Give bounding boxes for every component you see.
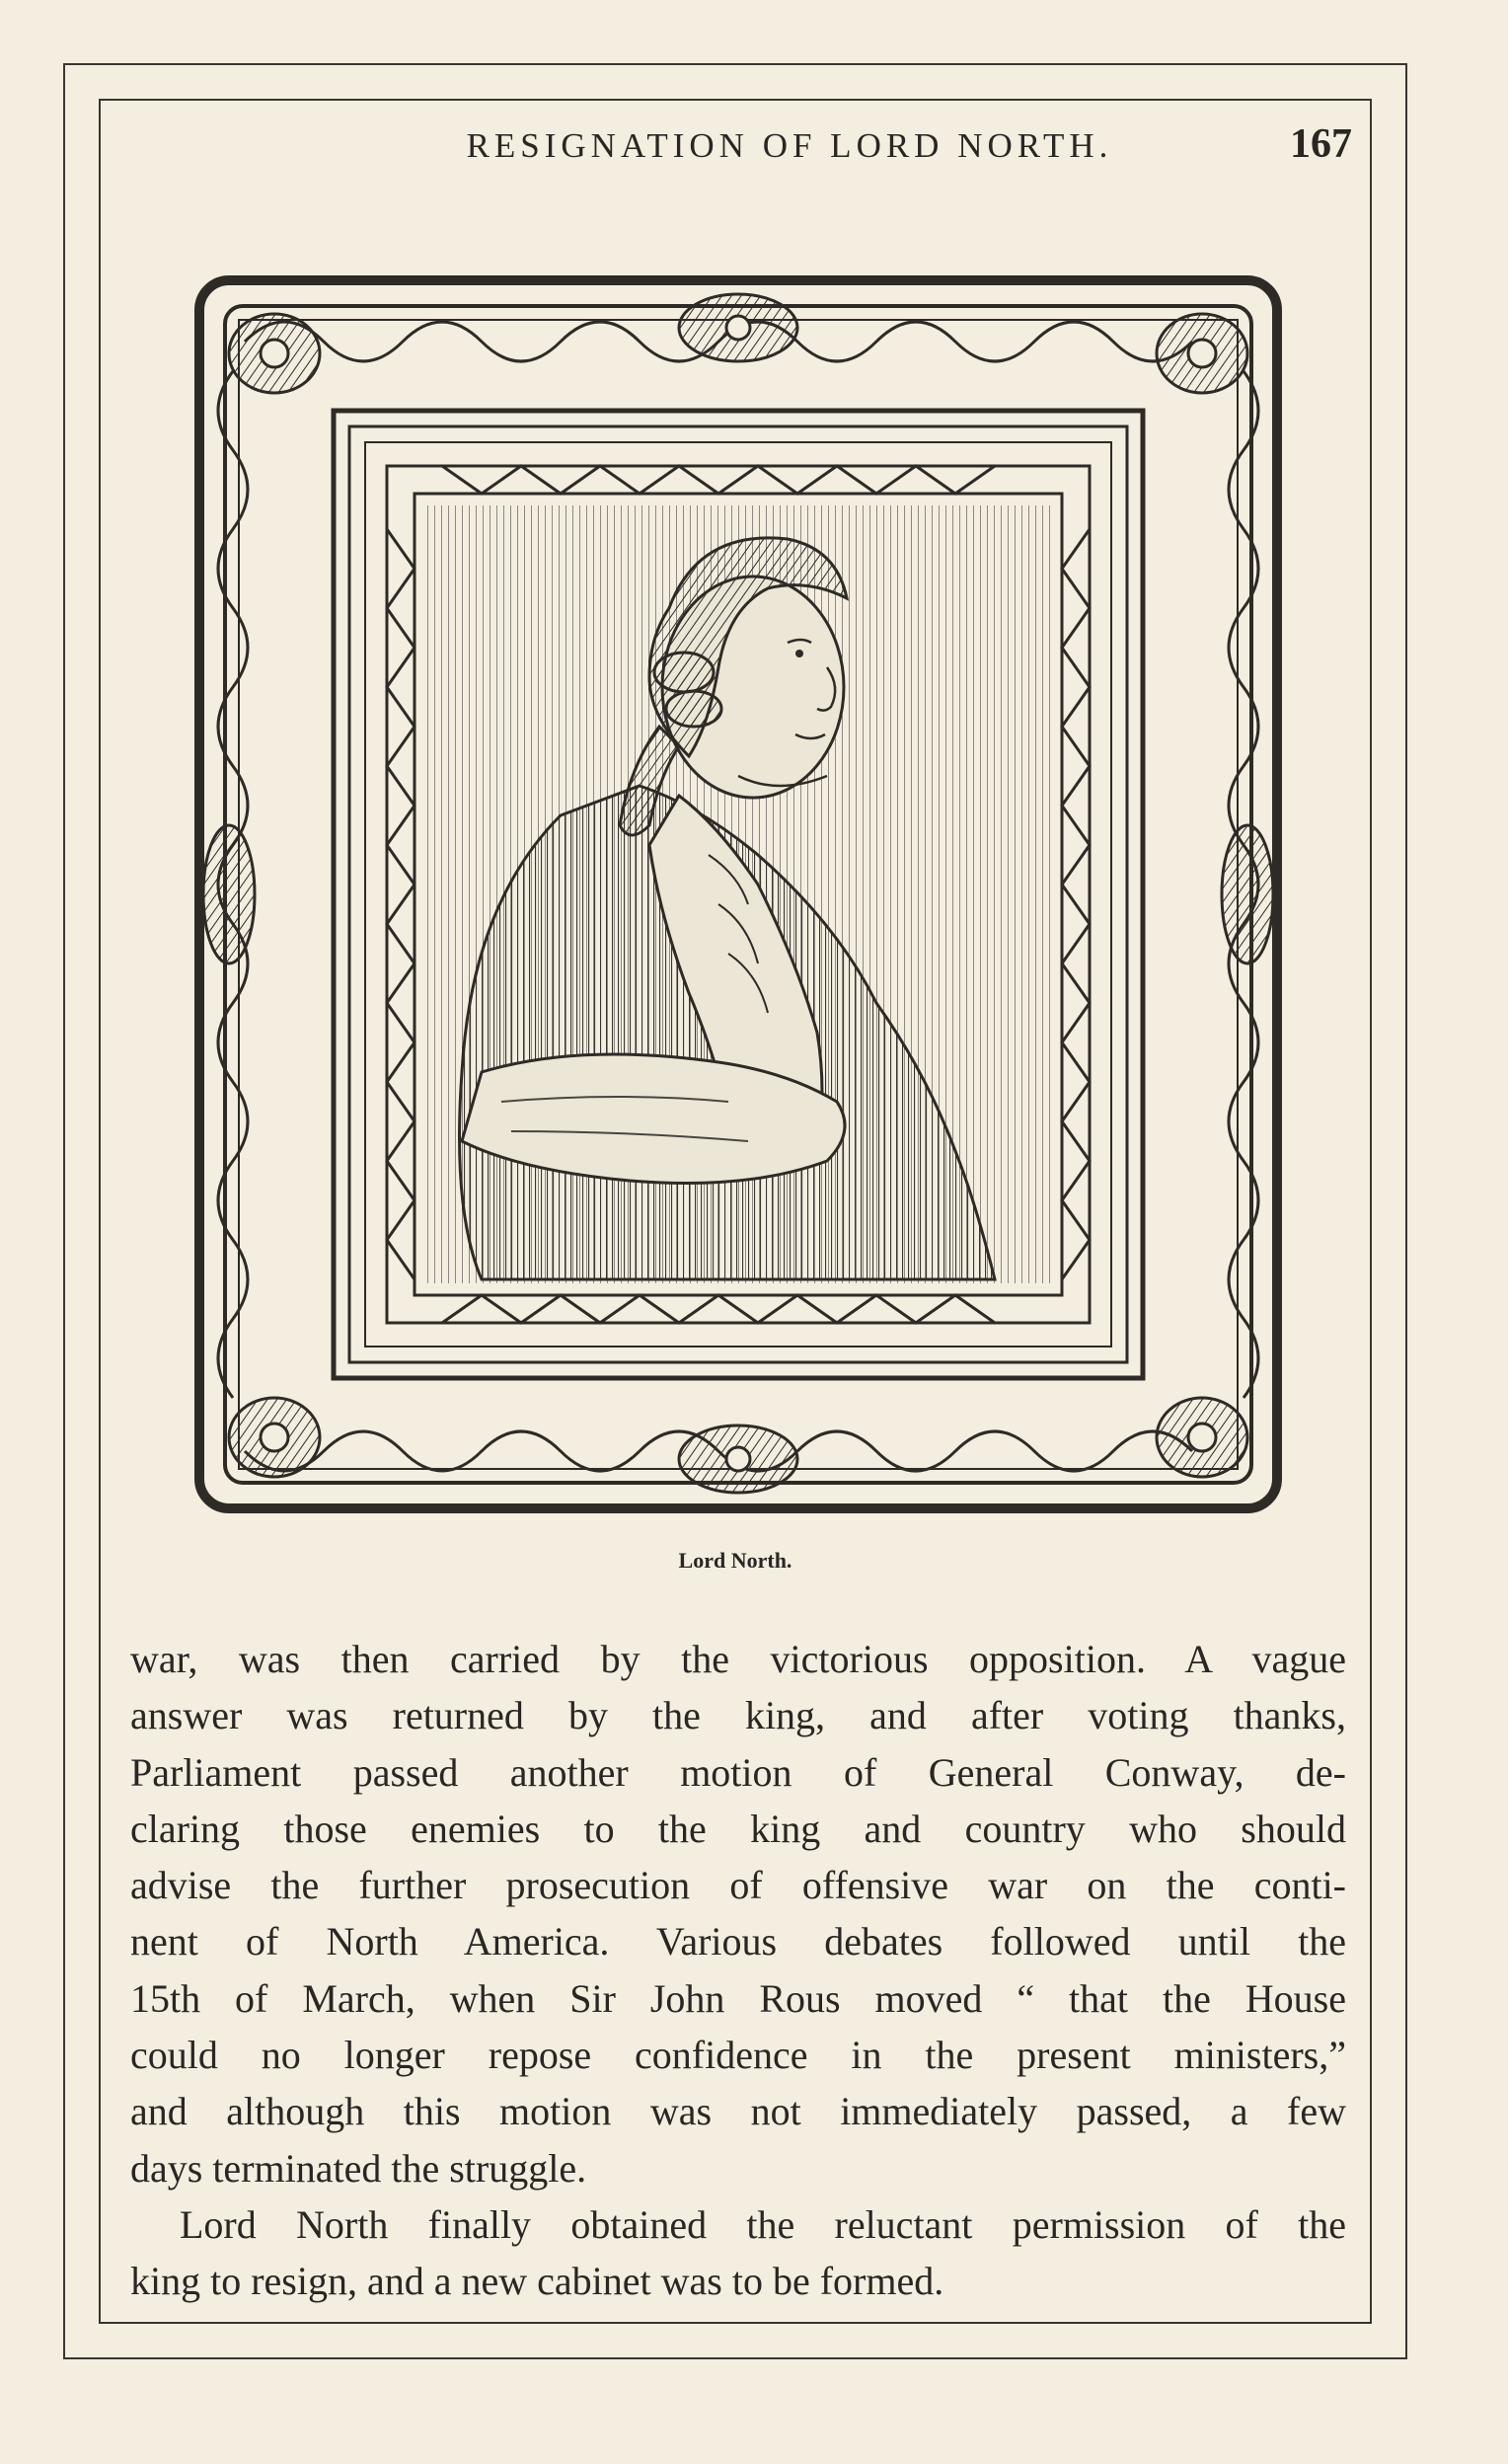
text-line: days terminated the struggle. <box>130 2145 587 2191</box>
body-text <box>130 1631 1346 2310</box>
text-line: claring those enemies to the king and country who should <box>130 1806 1346 1851</box>
text-line: and although this motion was not immediately passed, a few <box>130 2089 1346 2134</box>
figure-caption: Lord North. <box>678 1548 792 1573</box>
text-line: king to resign, and a new cabinet was to be formed. <box>130 2259 944 2304</box>
text-line: war, was then carried by the victorious opposition. A vague <box>130 1637 1346 1681</box>
page-number: 167 <box>1290 121 1352 167</box>
text-line: Parliament passed another motion of General Conway, de- <box>130 1749 1346 1795</box>
text-line: 15th of March, when Sir John Rous moved “ that the House <box>130 1975 1346 2021</box>
running-title: RESIGNATION OF LORD NORTH. <box>466 126 1113 165</box>
text-line: answer was returned by the king, and after voting thanks, <box>130 1693 1346 1738</box>
ornate-frame-illustration <box>186 263 1291 1526</box>
running-head <box>99 120 1372 170</box>
text-line: Lord North finally obtained the reluctant permission of the <box>180 2201 1346 2247</box>
text-line: could no longer repose confidence in the present ministers,” <box>130 2033 1346 2078</box>
portrait-engraving <box>186 263 1291 1526</box>
text-line: advise the further prosecution of offensive war on the conti- <box>130 1863 1346 1908</box>
text-line: nent of North America. Various debates followed until the <box>130 1919 1346 1964</box>
